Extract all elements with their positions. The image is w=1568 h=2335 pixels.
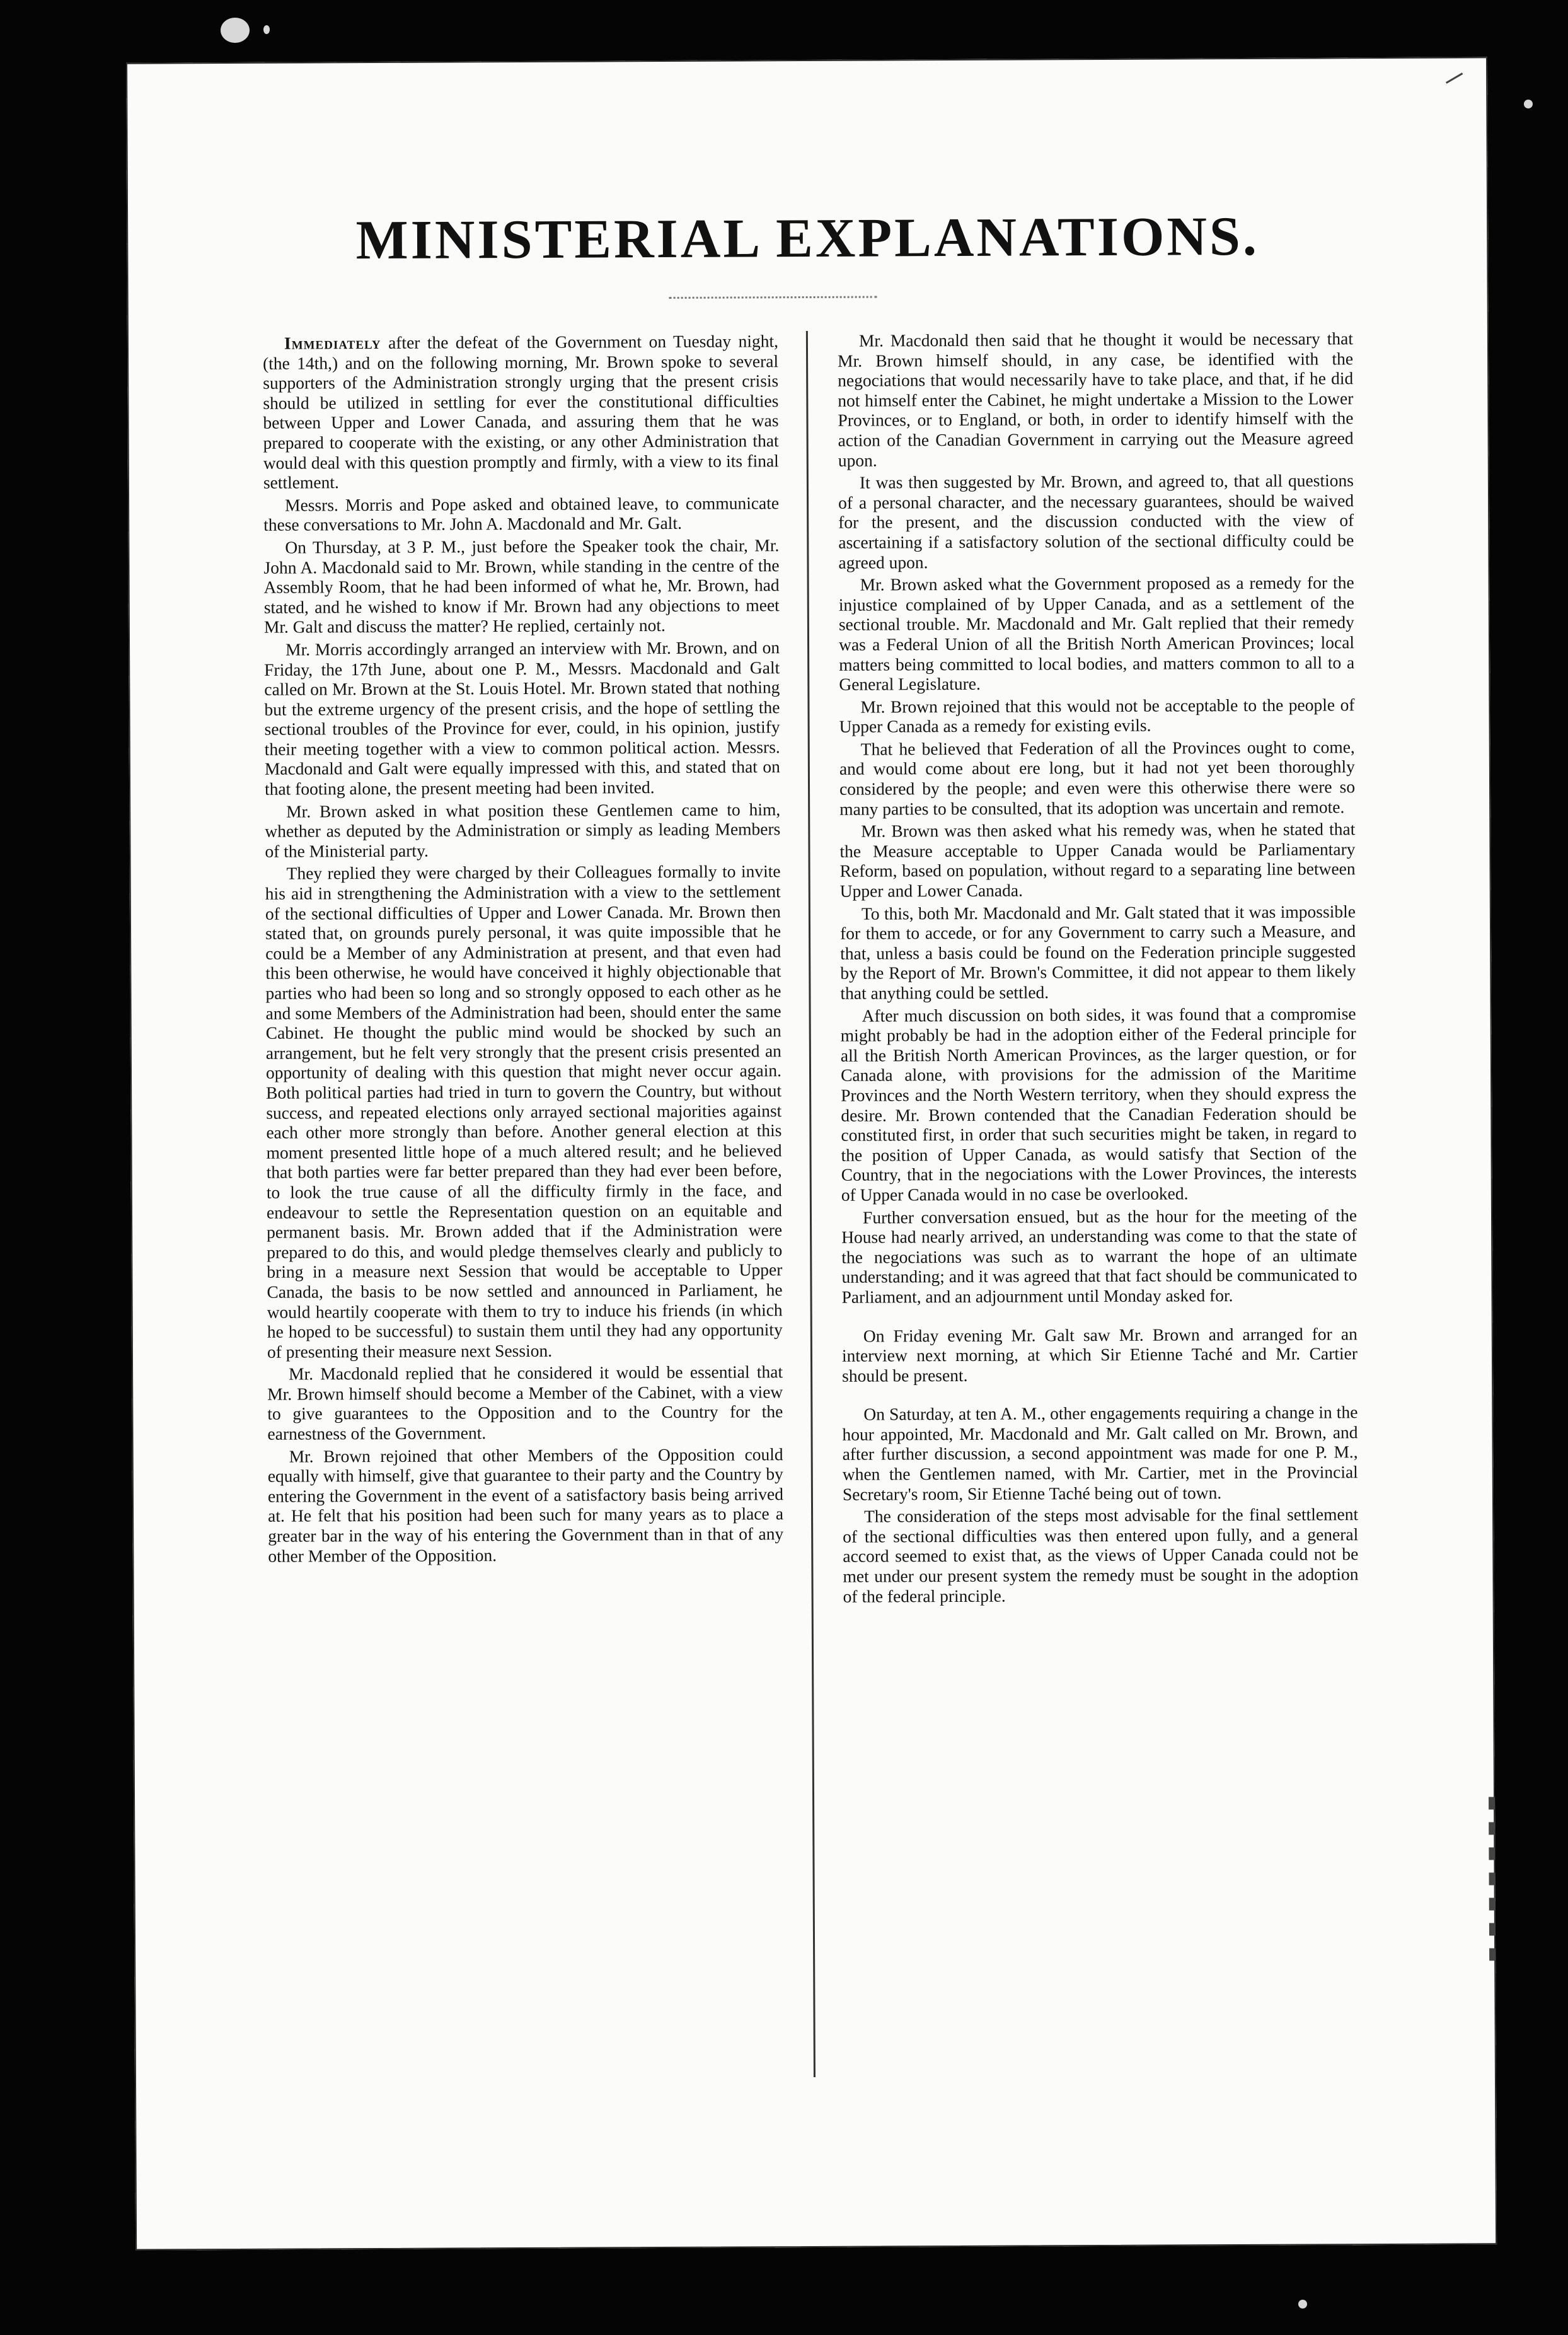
paragraph: The consideration of the steps most advisable for the final settlement of the sectional difficulties was then entered upon fully, and a general accord seemed to exist that, as the views of Upper Canada could not be met under our present system the remedy must be sought in the adoption of the federal principle. — [843, 1504, 1359, 1606]
paragraph: Mr. Macdonald then said that he thought it would be necessary that Mr. Brown himself should, in any case, be identified with the negociations that would necessarily have to take place, and that, if he did not himself enter the Cabinet, he might undertake a Mission to the Lower Provinces, or to England, or both, in order to identify himself with the action of the Canadian Government in carrying out the Measure agreed upon. — [838, 328, 1354, 470]
scan-speck — [1524, 100, 1533, 108]
paragraph: Messrs. Morris and Pope asked and obtained leave, to communicate these conversations to Mr. John A. Macdonald and Mr. Galt. — [263, 492, 780, 535]
right-column — [838, 328, 1361, 2083]
paragraph: On Friday evening Mr. Galt saw Mr. Brown and arranged for an interview next morning, at which Sir Etienne Taché and Mr. Cartier should be present. — [841, 1323, 1358, 1386]
text-columns — [263, 328, 1361, 2086]
paragraph: Mr. Macdonald replied that he considered it would be essential that Mr. Brown himself should become a Member of the Cabinet, with a view to give guarantees to the Opposition and to the Country for the earnestness of the Government. — [267, 1362, 783, 1444]
paragraph: On Saturday, at ten A. M., other engagements requiring a change in the hour appointed, Mr. Macdonald and Mr. Galt called on Mr. Brown, and after further discussion, a second appointment was made for one P. M., when the Gentlemen named, with Mr. Cartier, met in the Provincial Secretary's room, Sir Etienne Taché being out of town. — [842, 1402, 1358, 1504]
paragraph: They replied they were charged by their Colleagues formally to invite his aid in strengthening the Administration with a view to the settlement of the sectional difficulties of Upper and Lower Canada. Mr. Brown then stated that, on grounds purely personal, it was quite impossible that he could be a Member of any Administration at present, and that even had this been otherwise, he would have conceived it highly objectionable that parties who had been so long and so strongly opposed to each other as he and some Members of the Administration had been, should enter the same Cabinet. He thought the public mind would be shocked by such an arrangement, but he felt very strongly that the present crisis presented an opportunity of dealing with this question that might never occur again. Both political parties had tried in turn to govern the Country, but without success, and repeated elections only arrayed sectional majorities against each other more strongly than before. Another general election at this moment presented little hope of a much altered result; and he believed that both parties were far better prepared than they had ever been before, to look the true cause of all the difficulty firmly in the face, and endeavour to settle the Representation question on an equitable and permanent basis. Mr. Brown added that if the Administration were prepared to do this, and would pledge themselves clearly and publicly to bring in a measure next Session that would be acceptable to Upper Canada, the basis to be now settled and announced in Parliament, he would heartily cooperate with them to try to induce his friends (in which he hoped to be successful) to sustain them until they had any opportunity of presenting their measure next Session. — [265, 861, 783, 1362]
paragraph: Mr. Morris accordingly arranged an interview with Mr. Brown, and on Friday, the 17th June, about one P. M., Messrs. Macdonald and Galt called on Mr. Brown at the St. Louis Hotel. Mr. Brown stated that nothing but the extreme urgency of the present crisis, and the hope of settling the sectional troubles of the Province for ever, could, in his opinion, justify their meeting together with a view to common political action. Messrs. Macdonald and Galt were equally impressed with this, and stated that on that footing alone, the present meeting had been invited. — [264, 637, 780, 799]
edge-mark — [1489, 1797, 1496, 1961]
paragraph: Further conversation ensued, but as the hour for the meeting of the House had nearly arrived, an understanding was come to that the state of the negociations was such as to warrant the hope of an ultimate understanding; and it was agreed that that fact should be communicated to Parliament, and an adjournment until Monday asked for. — [841, 1205, 1358, 1307]
paragraph: Mr. Brown rejoined that other Members of the Opposition could equally with himself, give that guarantee to their party and the Country by entering the Government in the event of a satisfactory basis being arrived at. He felt that his position had been such for many years as to place a greater bar in the way of his entering the Government than in that of any other Member of the Opposition. — [267, 1444, 784, 1566]
scan-speck — [1298, 2300, 1307, 2309]
paragraph: It was then suggested by Mr. Brown, and agreed to, that all questions of a personal character, and the necessary guarantees, should be waived for the present, and the discussion conducted with the view of ascertaining if a satisfactory solution of the sectional difficulty could be agreed upon. — [838, 470, 1354, 572]
paragraph: To this, both Mr. Macdonald and Mr. Galt stated that it was impossible for them to accede, or for any Government to carry such a Measure, and that, unless a basis could be found on the Federation principle suggested by the Report of Mr. Brown's Committee, it did not appear to them likely that anything could be settled. — [839, 901, 1356, 1003]
left-column — [263, 331, 786, 2086]
document-title: MINISTERIAL EXPLANATIONS. — [355, 206, 1260, 272]
paragraph: Mr. Brown was then asked what his remedy was, when he stated that the Measure acceptable to Upper Canada would be Parliamentary Reform, based on population, without regard to a separating line between Upper and Lower Canada. — [839, 819, 1356, 901]
paragraph: On Thursday, at 3 P. M., just before the Speaker took the chair, Mr. John A. Macdonald said to Mr. Brown, while standing in the centre of the Assembly Room, that he had been informed of what he, Mr. Brown, had stated, and he wished to know if Mr. Brown had any objections to meet Mr. Galt and discuss the matter? He replied, certainly not. — [263, 535, 780, 637]
scan-speck — [221, 18, 250, 43]
paragraph-text: after the defeat of the Government on Tuesday night, (the 14th,) and on the following morning, Mr. Brown spoke to several supporters of the Administration strongly urging that the present crisis should be utilized in settling for ever the constitutional difficulties between Upper and Lower Canada, and assuring them that he was prepared to cooperate with the existing, or any other Administration that would deal with this question promptly and firmly, with a view to its final settlement. — [263, 331, 779, 492]
paragraph: After much discussion on both sides, it was found that a compromise might probably be had in the adoption either of the Federal principle for all the British North American Provinces, as the larger question, or for Canada alone, with provisions for the admission of the Maritime Provinces and the North Western territory, when they should express the desire. Mr. Brown contended that the Canadian Federation should be constituted first, in order that such securities might be taken, in regard to the position of Upper Canada, as would satisfy that Section of the Country, that in the negociations with the Lower Provinces, the interests of Upper Canada would in no case be overlooked. — [840, 1003, 1357, 1205]
document-page — [126, 57, 1497, 2250]
corner-mark — [1446, 72, 1473, 100]
paragraph: Mr. Brown asked in what position these Gentlemen came to him, whether as deputed by the Administration or simply as leading Members of the Ministerial party. — [265, 799, 781, 861]
column-divider — [806, 331, 816, 2077]
paragraph: Mr. Brown rejoined that this would not be acceptable to the people of Upper Canada as a remedy for existing evils. — [839, 694, 1355, 737]
lead-word: Immediately — [284, 332, 381, 353]
scan-speck — [263, 25, 270, 34]
paragraph — [263, 331, 779, 492]
paragraph: Mr. Brown asked what the Government proposed as a remedy for the injustice complained of by Upper Canada, and as a settlement of the sectional trouble. Mr. Macdonald and Mr. Galt replied that their remedy was a Federal Union of all the British North American Provinces; local matters being committed to local bodies, and matters common to all to a General Legislature. — [838, 572, 1355, 694]
paragraph: That he believed that Federation of all the Provinces ought to come, and would come about ere long, but it had not yet been thoroughly considered by the people; and even were this otherwise there were so many parties to be consulted, that its adoption was uncertain and remote. — [839, 737, 1356, 819]
title-rule — [669, 296, 877, 299]
